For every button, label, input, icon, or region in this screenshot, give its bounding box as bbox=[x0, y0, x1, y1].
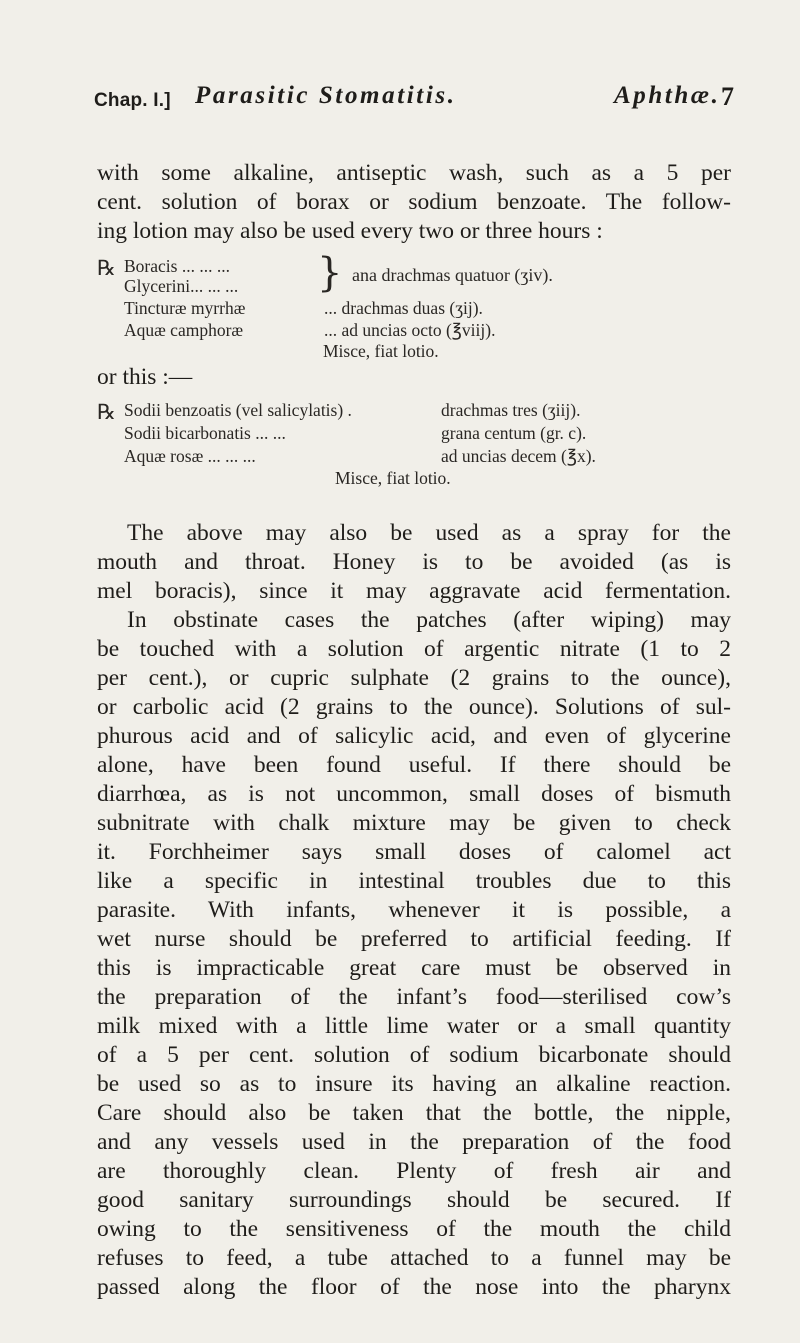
intro-line: cent. solution of borax or sodium benzoate. The follow- bbox=[97, 189, 731, 215]
body-line: The above may also be used as a spray for the bbox=[127, 520, 731, 546]
recipe-amount: ana drachmas quatuor (ʒiv). bbox=[352, 265, 553, 285]
body-line: In obstinate cases the patches (after wiping) may bbox=[127, 607, 731, 633]
intro-line: ing lotion may also be used every two or three hours : bbox=[97, 218, 603, 244]
body-line: diarrhœa, as is not uncommon, small doses of bismuth bbox=[97, 781, 731, 807]
body-line: owing to the sensitiveness of the mouth the child bbox=[97, 1216, 731, 1242]
recipe-ingredient: Tincturæ myrrhæ bbox=[124, 298, 246, 318]
recipe-amount: ... ad uncias octo (℥viij). bbox=[324, 320, 496, 340]
body-line: per cent.), or cupric sulphate (2 grains to the ounce), bbox=[97, 665, 731, 691]
body-line: mel boracis), since it may aggravate acid fermentation. bbox=[97, 578, 731, 604]
recipe-amount: drachmas tres (ʒiij). bbox=[441, 400, 581, 420]
recipe-ingredient: Glycerini... ... ... bbox=[124, 276, 239, 296]
body-line: parasite. With infants, whenever it is possible, a bbox=[97, 897, 731, 923]
recipe-ingredient: Aquæ rosæ ... ... ... bbox=[124, 446, 256, 466]
body-line: be touched with a solution of argentic nitrate (1 to 2 bbox=[97, 636, 731, 662]
body-line: be used so as to insure its having an alkaline reaction. bbox=[97, 1071, 731, 1097]
or-this-line: or this :— bbox=[97, 364, 193, 390]
running-header bbox=[94, 82, 734, 122]
body-line: it. Forchheimer says small doses of calomel act bbox=[97, 839, 731, 865]
running-title-right: Aphthæ. bbox=[614, 82, 721, 109]
recipe-amount: ad uncias decem (℥x). bbox=[441, 446, 596, 466]
body-line: mouth and throat. Honey is to be avoided (as is bbox=[97, 549, 731, 575]
body-line: the preparation of the infant’s food—sterilised cow’s bbox=[97, 984, 731, 1010]
brace-icon: } bbox=[317, 250, 343, 296]
chapter-label: Chap. I.] bbox=[94, 90, 171, 111]
body-line: Care should also be taken that the bottle, the nipple, bbox=[97, 1100, 731, 1126]
recipe-symbol: ℞ bbox=[97, 256, 116, 280]
body-line: passed along the floor of the nose into the pharynx bbox=[97, 1274, 731, 1300]
body-line: wet nurse should be preferred to artificial feeding. If bbox=[97, 926, 731, 952]
running-title-left: Parasitic Stomatitis. bbox=[195, 82, 457, 109]
body-line: and any vessels used in the preparation of the food bbox=[97, 1129, 731, 1155]
body-line: like a specific in intestinal troubles due to this bbox=[97, 868, 731, 894]
body-line: are thoroughly clean. Plenty of fresh air and bbox=[97, 1158, 731, 1184]
body-line: subnitrate with chalk mixture may be given to check bbox=[97, 810, 731, 836]
recipe-amount: grana centum (gr. c). bbox=[441, 423, 587, 443]
recipe-closing: Misce, fiat lotio. bbox=[323, 341, 439, 361]
recipe-ingredient: Aquæ camphoræ bbox=[124, 320, 244, 340]
body-line: phurous acid and of salicylic acid, and even of glycerine bbox=[97, 723, 731, 749]
body-line: milk mixed with a little lime water or a small quantity bbox=[97, 1013, 731, 1039]
recipe-ingredient: Boracis ... ... ... bbox=[124, 256, 230, 276]
recipe-ingredient: Sodii bicarbonatis ... ... bbox=[124, 423, 286, 443]
body-line: good sanitary surroundings should be secured. If bbox=[97, 1187, 731, 1213]
body-line: this is impracticable great care must be observed in bbox=[97, 955, 731, 981]
body-line: or carbolic acid (2 grains to the ounce). Solutions of sul- bbox=[97, 694, 731, 720]
body-line: of a 5 per cent. solution of sodium bicarbonate should bbox=[97, 1042, 731, 1068]
recipe-symbol: ℞ bbox=[97, 400, 116, 424]
intro-line: with some alkaline, antiseptic wash, such as a 5 per bbox=[97, 160, 731, 186]
body-line: alone, have been found useful. If there should be bbox=[97, 752, 731, 778]
page-number: 7 bbox=[721, 82, 734, 111]
recipe-closing: Misce, fiat lotio. bbox=[335, 468, 451, 488]
recipe-amount: ... drachmas duas (ʒij). bbox=[324, 298, 483, 318]
recipe-ingredient: Sodii benzoatis (vel salicylatis) . bbox=[124, 400, 352, 420]
body-line: refuses to feed, a tube attached to a funnel may be bbox=[97, 1245, 731, 1271]
